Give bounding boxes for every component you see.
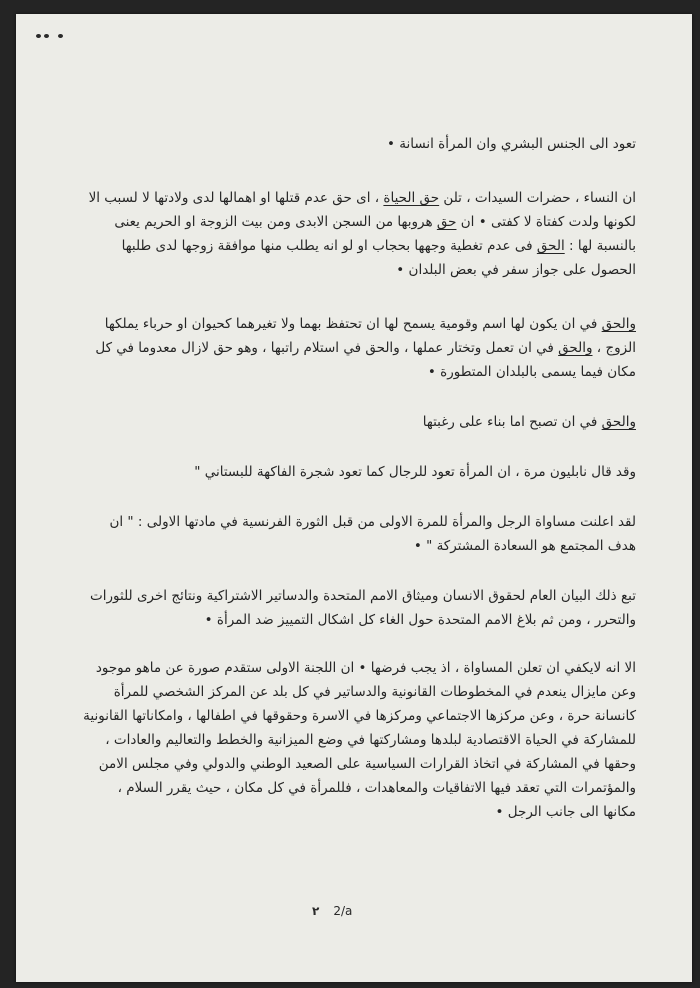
paragraph-1-text: تعود الى الجنس البشري وان المرأة انسانة • <box>386 136 636 152</box>
page-number-arabic: ٢ <box>312 904 320 918</box>
staple-hole <box>44 34 49 38</box>
paragraph-8-text: الا انه لايكفي ان تعلن المساواة ، اذ يجب فرضها • ان اللجنة الاولى ستقدم صورة عن ماهو موجود وعن مايزال ينعدم في المخطوطات القانونية والدساتير في كل بلد عن المركز الشخصي للمرأة كانسانة حرة ، وعن مركزها الاجتماعي ومركزها في الاسرة وحقوقها في اطفالها ، وامكاناتها القانونية للمشاركة في الحياة الاقتصادية لبلدها ومشاركتها في وضع الميزانية والخطط والتعاليم والعادات ، وحقها في المشاركة في اتخاذ القرارات السياسية على الصعيد الوطني والدولي وفي مجلس الامن والمؤتمرات التي تعقد فيها الاتفاقيات والمعاهدات ، فللمرأة في كل مكان ، حيث يقرر السلام ، مكانها الى جانب الرجل • <box>83 660 636 820</box>
text-run: في ان تصبح اما بناء على رغبتها <box>422 414 602 430</box>
text-run: في ان يكون لها اسم وقومية يسمح لها ان تحتفظ بهما ولا تغيرهما كحيوان او حرباء يملكها الزوج ، <box>104 316 636 356</box>
paragraph-4 <box>81 410 636 434</box>
staple-hole <box>36 34 41 38</box>
document-body <box>81 132 636 824</box>
paragraph-6 <box>81 510 636 558</box>
paragraph-5 <box>81 460 636 484</box>
text-run: ان النساء ، حضرات السيدات ، تلن <box>439 190 636 206</box>
text-run: هروبها من السجن الابدى ومن بيت الزوجة او الحريم يعنى بالنسبة لها : <box>114 214 636 254</box>
document-page <box>16 14 692 982</box>
text-run: ، اى حق عدم قتلها او اهمالها لدى ولادتها لا لسبب الا لكونها ولدت كفتاة لا كفتى • ان <box>88 190 636 230</box>
paragraph-5-text: وقد قال نابليون مرة ، ان المرأة تعود للرجال كما تعود شجرة الفاكهة للبستاني " <box>194 464 636 480</box>
underlined-phrase: والحق <box>558 340 593 356</box>
paragraph-1 <box>81 132 636 156</box>
page-reference: 2/a <box>333 904 353 918</box>
text-run: فى عدم تغطية وجهها بحجاب او لو انه يطلب منها موافقة زوجها لدى طلبها الحصول على جواز سفر في بعض البلدان • <box>121 238 636 278</box>
text-run: في ان تعمل وتختار عملها ، والحق في استلام راتبها ، وهو حق لازال معدوما في كل مكان فيما يسمى بالبلدان المتطورة • <box>95 340 636 380</box>
underlined-phrase: الحق <box>536 238 565 254</box>
paragraph-3 <box>81 312 636 384</box>
paragraph-7 <box>81 584 636 632</box>
underlined-phrase: حق <box>436 214 457 230</box>
paragraph-7-text: تبع ذلك البيان العام لحقوق الانسان وميثاق الامم المتحدة والدساتير الاشتراكية ونتائج اخرى للثورات والتحرر ، ومن ثم بلاغ الامم المتحدة حول الغاء كل اشكال التمييز ضد المرأة • <box>90 588 636 628</box>
underlined-phrase: حق الحياة <box>383 190 440 206</box>
paragraph-6-text: لقد اعلنت مساواة الرجل والمرأة للمرة الاولى من قبل الثورة الفرنسية في مادتها الاولى : " ان هدف المجتمع هو السعادة المشتركة " • <box>109 514 636 554</box>
staple-hole <box>58 34 63 38</box>
underlined-phrase: والحق <box>601 316 636 332</box>
paragraph-8 <box>81 656 636 824</box>
underlined-phrase: والحق <box>601 414 636 430</box>
paragraph-2 <box>81 186 636 282</box>
page-footer <box>312 904 352 918</box>
